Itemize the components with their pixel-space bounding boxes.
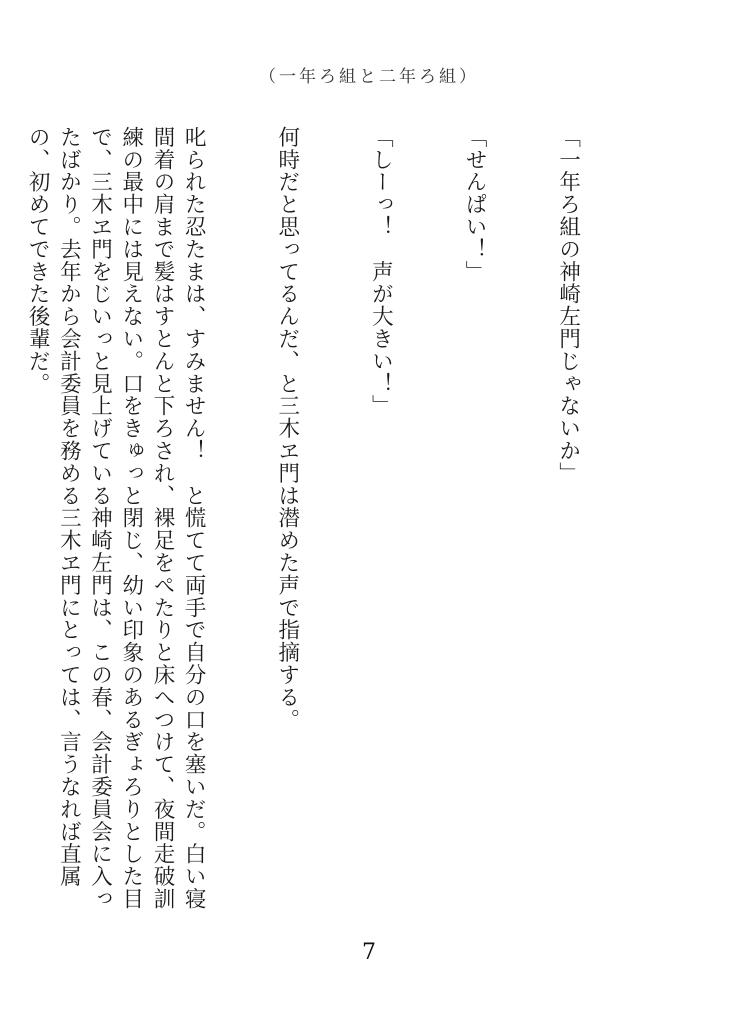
paragraph: 叱られた忍たまは、すみません！ と慌てて両手で自分の口を塞いだ。白い寝間着の肩まで髪はすとんと下ろされ、裸足をぺたりと床へつけて、夜間走破訓練の最中には見えない。口をきゅっと閉じ、幼い印象のあるぎょろりとした目で、三木ヱ門をじいっと見上げている神崎左門は、この春、会計委員会に入ったばかり。去年から会計委員を務める三木ヱ門にとっては、言うなれば直属の、初めてできた後輩だ。 <box>25 126 207 910</box>
paragraph: 「一年ろ組の神崎左門じゃないか」 <box>555 126 581 485</box>
body-text <box>0 126 646 916</box>
paragraph: 「しーっ！ 声が大きい！」 <box>368 126 394 418</box>
page-number: 7 <box>362 940 376 965</box>
paragraph: 「せんぱい！」 <box>461 126 487 283</box>
running-header: （一年ろ組と二年ろ組） <box>259 67 479 87</box>
paragraph: 何時だと思ってるんだ、と三木ヱ門は潜めた声で指摘する。 <box>274 126 300 731</box>
